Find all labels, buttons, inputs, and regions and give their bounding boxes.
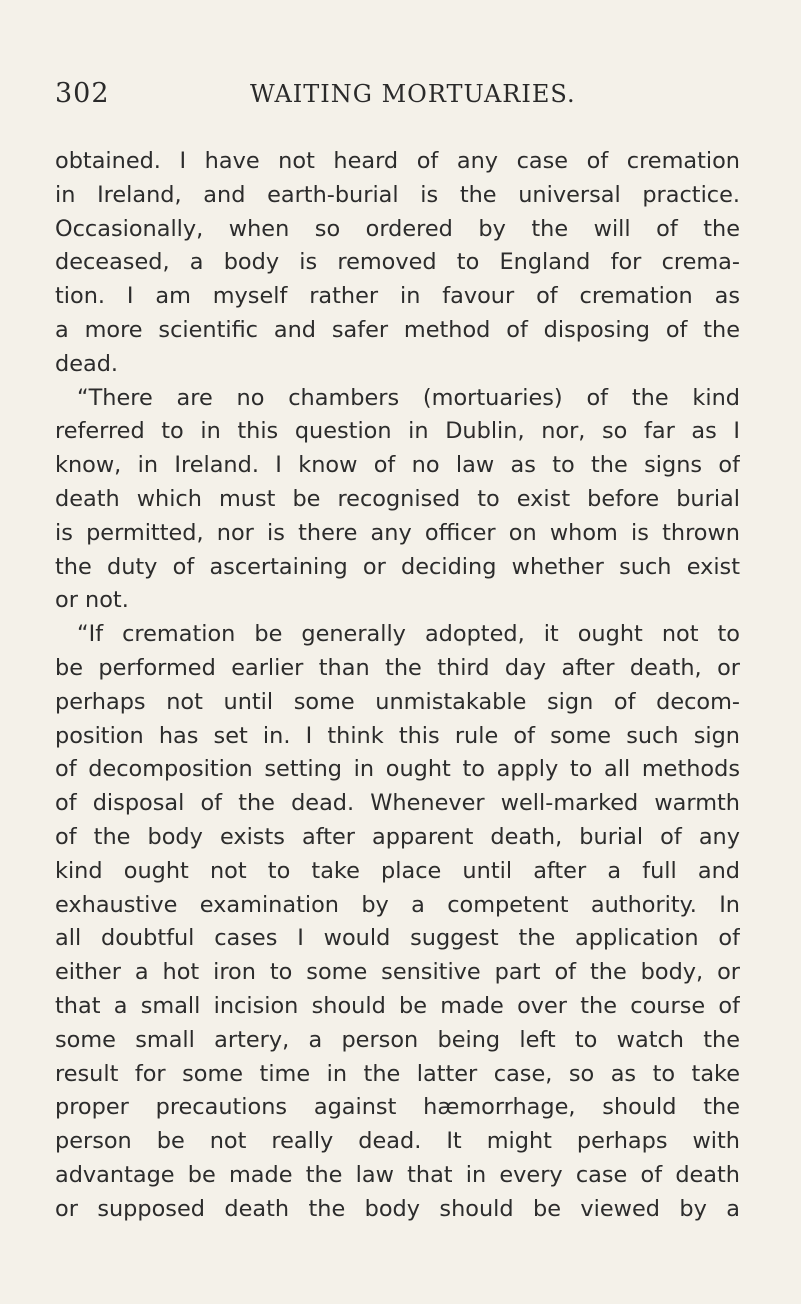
text-line: referred to in this question in Dublin, nor, so far as I [55, 418, 740, 445]
page-number: 302 [55, 78, 110, 109]
text-line: either a hot iron to some sensitive part of the body, or [55, 959, 740, 986]
text-line: “If cremation be generally adopted, it ought not to [77, 621, 740, 648]
text-line: or not. [55, 587, 129, 614]
text-line: of disposal of the dead. Whenever well-marked warmth [55, 790, 740, 817]
text-line: or supposed death the body should be viewed by a [55, 1195, 740, 1222]
text-line: that a small incision should be made over the course of [55, 992, 740, 1019]
text-line: kind ought not to take place until after a full and [55, 857, 740, 884]
text-line: death which must be recognised to exist before burial [55, 485, 740, 512]
text-line: be performed earlier than the third day after death, or [55, 654, 740, 681]
text-line: exhaustive examination by a competent authority. In [55, 891, 740, 918]
text-line: all doubtful cases I would suggest the application of [55, 925, 740, 952]
text-line: tion. I am myself rather in favour of cremation as [55, 283, 740, 310]
body-text [55, 145, 740, 1227]
running-title: WAITING MORTUARIES. [250, 80, 576, 108]
text-line: result for some time in the latter case, so as to take [55, 1060, 740, 1087]
text-line: proper precautions against hæmorrhage, should the [55, 1094, 740, 1121]
text-line: deceased, a body is removed to England for crema- [55, 249, 740, 276]
text-line: person be not really dead. It might perhaps with [55, 1128, 740, 1155]
text-line: know, in Ireland. I know of no law as to the signs of [55, 452, 740, 479]
text-line: perhaps not until some unmistakable sign of decom- [55, 688, 740, 715]
text-line: in Ireland, and earth-burial is the universal practice. [55, 181, 740, 208]
text-line: a more scientific and safer method of disposing of the [55, 316, 740, 343]
text-line: some small artery, a person being left to watch the [55, 1026, 740, 1053]
text-line: dead. [55, 350, 119, 377]
text-line: advantage be made the law that in every case of death [55, 1161, 740, 1188]
text-line: of the body exists after apparent death, burial of any [55, 823, 740, 850]
text-line: is permitted, nor is there any officer on whom is thrown [55, 519, 740, 546]
text-line: position has set in. I think this rule of some such sign [55, 722, 740, 749]
text-line: of decomposition setting in ought to apply to all methods [55, 756, 740, 783]
running-head [55, 78, 745, 118]
text-line: obtained. I have not heard of any case of cremation [55, 148, 740, 174]
text-line: Occasionally, when so ordered by the will of the [55, 215, 740, 242]
text-line: the duty of ascertaining or deciding whether such exist [55, 553, 740, 580]
text-line: “There are no chambers (mortuaries) of the kind [77, 384, 740, 411]
